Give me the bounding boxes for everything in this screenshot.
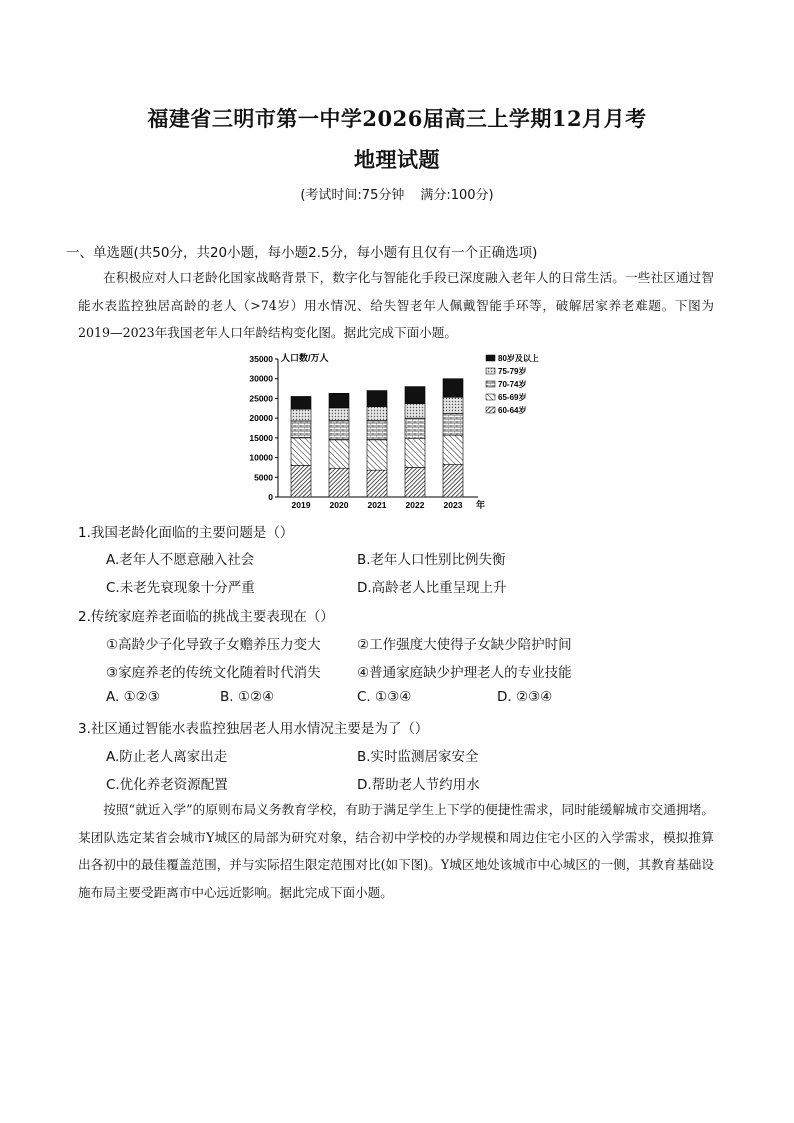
exam-title: 福建省三明市第一中学2026届高三上学期12月月考 <box>147 106 647 131</box>
bar-segment <box>443 379 463 398</box>
q2-statement-3: ③家庭养老的传统文化随着时代消失 <box>106 665 321 681</box>
subject-title: 地理试题 <box>354 147 440 172</box>
section-heading: 一、单选题(共50分，共20小题，每小题2.5分，每小题有且仅有一个正确选项) <box>66 245 538 261</box>
legend-swatch <box>486 394 495 400</box>
bar-segment <box>291 409 311 421</box>
y-tick-label: 0 <box>268 492 273 502</box>
q2-option-d[interactable]: D. ②③④ <box>497 689 553 705</box>
y-tick-label: 35000 <box>249 354 273 364</box>
legend-swatch <box>486 368 495 374</box>
legend-label: 65-69岁 <box>498 393 527 402</box>
legend-swatch <box>486 355 495 361</box>
passage-1-text: 在积极应对人口老龄化国家战略背景下，数字化与智能化手段已深度融入老年人的日常生活。一些社区通过智能水表监控独居高龄的老人（>74岁）用水情况、给失智老年人佩戴智能手环等，破解居家养老难题。下图为2019—2023年我国老年人口年龄结构变化图。据此完成下面小题。 <box>78 270 714 340</box>
q2-option-b[interactable]: B. ①②④ <box>220 689 275 705</box>
legend-label: 60-64岁 <box>498 406 527 415</box>
x-tick-label: 2019 <box>291 500 311 510</box>
q3-option-a[interactable]: A.防止老人离家出走 <box>106 749 228 765</box>
bar-segment <box>367 470 387 497</box>
bar-segment <box>291 421 311 438</box>
bar-segment <box>405 467 425 497</box>
y-tick-label: 5000 <box>254 472 273 483</box>
legend-swatch <box>486 381 495 387</box>
q3-option-c[interactable]: C.优化养老资源配置 <box>106 777 228 793</box>
legend-label: 75-79岁 <box>498 367 527 376</box>
q3-option-b[interactable]: B.实时监测居家安全 <box>357 749 479 765</box>
q2-option-a[interactable]: A. ①②③ <box>106 689 160 705</box>
bar-segment <box>443 397 463 413</box>
bar-segment <box>443 435 463 465</box>
x-tick-label: 2020 <box>329 500 349 510</box>
bar-segment <box>367 407 387 421</box>
q2-statement-2: ②工作强度大使得子女缺少陪护时间 <box>357 637 572 653</box>
x-tick-label: 2022 <box>405 500 425 510</box>
passage-2 <box>78 796 714 906</box>
bar-segment <box>329 440 349 468</box>
bar-segment <box>329 393 349 408</box>
q3-option-d[interactable]: D.帮助老人节约用水 <box>357 777 480 793</box>
q1-option-b[interactable]: B.老年人口性别比例失衡 <box>357 552 506 568</box>
exam-score: 满分:100分) <box>420 188 494 203</box>
bar-segment <box>405 418 425 439</box>
q2-statement-1: ①高龄少子化导致子女赡养压力变大 <box>106 637 321 653</box>
y-tick-label: 25000 <box>249 393 273 404</box>
bar-segment <box>367 391 387 407</box>
y-tick-label: 15000 <box>249 432 273 443</box>
bar-segment <box>291 465 311 497</box>
q2-option-c[interactable]: C. ①③④ <box>357 689 412 705</box>
legend-label: 70-74岁 <box>498 380 527 389</box>
x-tick-label: 2023 <box>443 500 463 510</box>
exam-meta <box>0 184 794 203</box>
y-tick-label: 20000 <box>249 413 273 424</box>
q1-option-a[interactable]: A.老年人不愿意融入社会 <box>106 552 255 568</box>
bar-segment <box>443 465 463 497</box>
legend-swatch <box>486 407 495 413</box>
bar-segment <box>405 387 425 404</box>
passage-1 <box>78 264 714 347</box>
bar-segment <box>405 439 425 468</box>
population-chart <box>238 349 558 515</box>
q1-stem: 1.我国老龄化面临的主要问题是（） <box>78 525 294 541</box>
y-tick-label: 30000 <box>249 373 273 384</box>
q2-statement-4: ④普通家庭缺少护理老人的专业技能 <box>357 665 572 681</box>
bar-segment <box>443 413 463 435</box>
bar-segment <box>329 408 349 421</box>
y-axis-label: 人口数/万人 <box>281 353 329 363</box>
bar-segment <box>291 396 311 409</box>
q3-stem: 3.社区通过智能水表监控独居老人用水情况主要是为了（） <box>78 721 429 737</box>
bar-segment <box>405 404 425 419</box>
bar-segment <box>367 421 387 440</box>
bar-segment <box>367 440 387 470</box>
x-axis-label: 年 <box>476 500 486 510</box>
q1-option-c[interactable]: C.未老先衰现象十分严重 <box>106 580 255 596</box>
bar-segment <box>329 421 349 440</box>
q1-option-d[interactable]: D.高龄老人比重呈现上升 <box>357 580 507 596</box>
passage-2-text: 按照“就近入学”的原则布局义务教育学校，有助于满足学生上下学的便捷性需求，同时能缓解城市交通拥堵。某团队选定某省会城市Y城区的局部为研究对象，结合初中学校的办学规模和周边住宅小区的入学需求，模拟推算出各初中的最佳覆盖范围，并与实际招生限定范围对比(如下图)。Y城区地处该城市中心城区的一侧，其教育基础设施布局主要受距离市中心远近影响。据此完成下面小题。 <box>78 802 714 900</box>
bar-segment <box>329 468 349 497</box>
x-tick-label: 2021 <box>367 500 387 510</box>
legend-label: 80岁及以上 <box>498 354 539 363</box>
exam-time: (考试时间:75分钟 <box>300 188 405 203</box>
bar-segment <box>291 438 311 466</box>
y-tick-label: 10000 <box>249 452 273 463</box>
q2-stem: 2.传统家庭养老面临的挑战主要表现在（） <box>78 609 334 625</box>
